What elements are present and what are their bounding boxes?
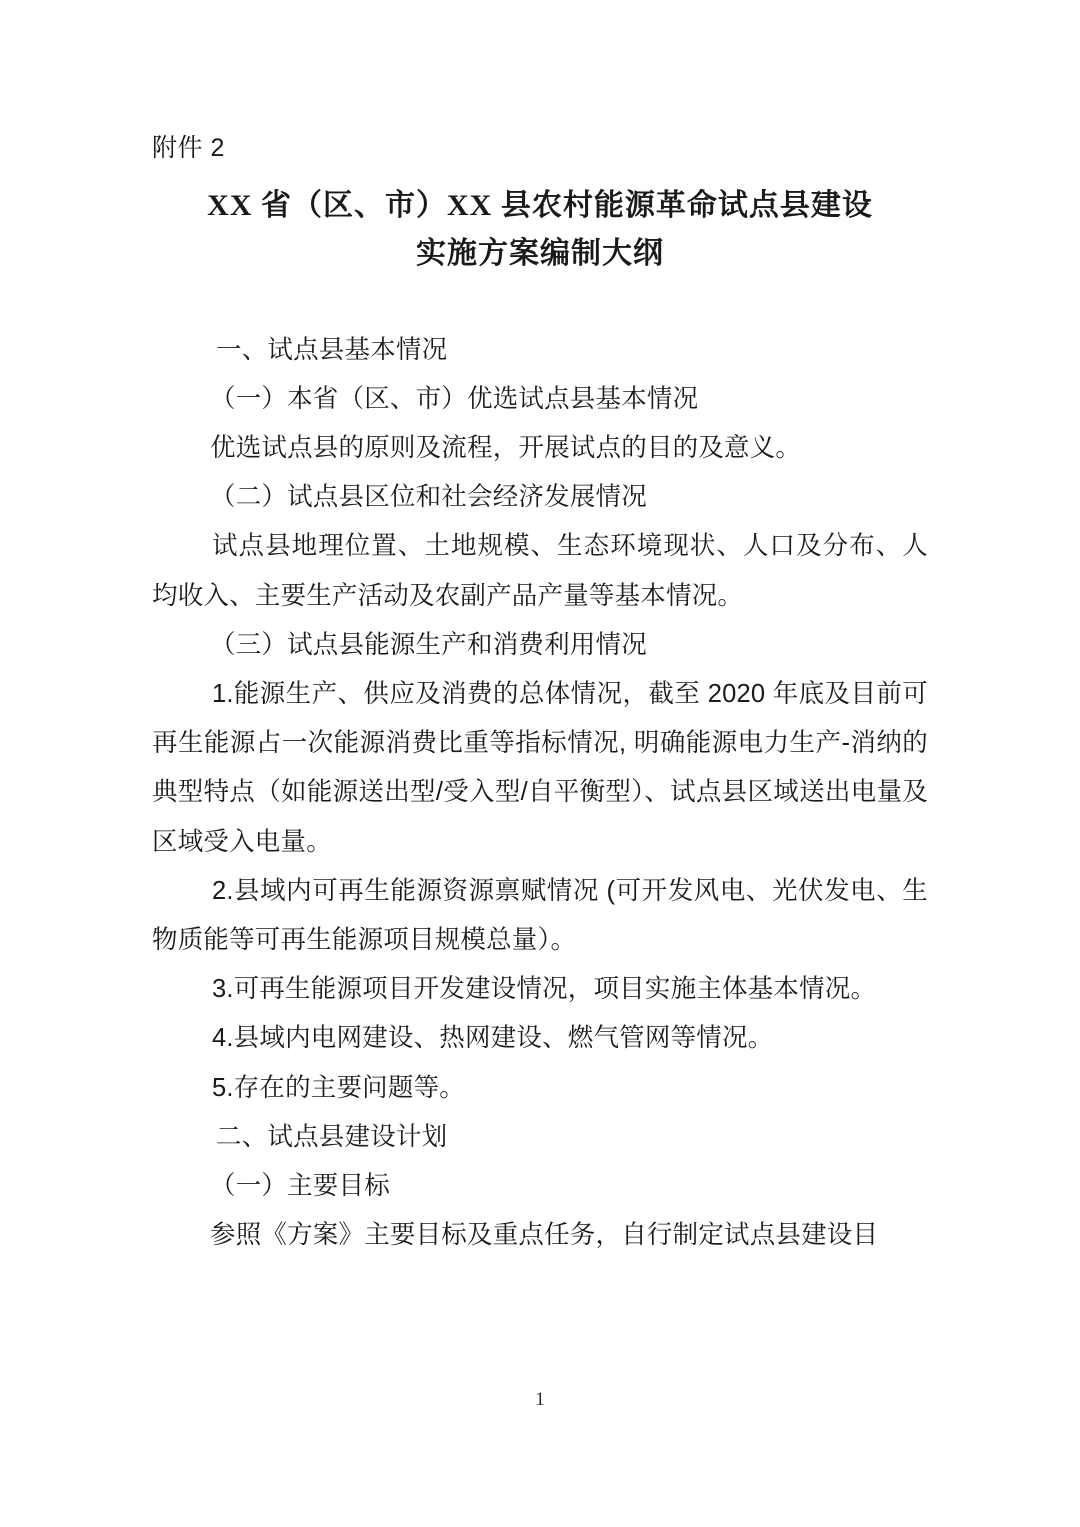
section-list-item: 2.县域内可再生能源资源禀赋情况 (可开发风电、光伏发电、生物质能等可再生能源项目规模总量）。: [152, 876, 928, 954]
section-list-item: 3.可再生能源项目开发建设情况，项目实施主体基本情况。: [212, 975, 877, 1004]
attachment-label: 附件 2: [152, 134, 225, 162]
section-paragraph: 优选试点县的原则及流程，开展试点的目的及意义。: [210, 433, 802, 462]
section-subheading: （二）试点县区位和社会经济发展情况: [210, 483, 647, 512]
page-number: 1: [535, 1389, 545, 1410]
section-list-item: 4.县域内电网建设、热网建设、燃气管网等情况。: [212, 1024, 774, 1053]
section-subheading: （一）主要目标: [210, 1171, 390, 1200]
section-list-item: 5.存在的主要问题等。: [212, 1073, 465, 1102]
section-heading: 二、试点县建设计划: [216, 1122, 448, 1151]
title-line-1: XX 省（区、市）XX 县农村能源革命试点县建设: [207, 188, 873, 222]
section-paragraph: 参照《方案》主要目标及重点任务，自行制定试点县建设目: [210, 1221, 879, 1250]
section-list-item: 1.能源生产、供应及消费的总体情况，截至 2020 年底及目前可再生能源占一次能源消费比重等指标情况, 明确能源电力生产-消纳的典型特点（如能源送出型/受入型/自平衡型）、试点县区域送出电量及区域受入电量。: [152, 679, 928, 856]
document-body: [152, 130, 928, 1260]
section-paragraph: 试点县地理位置、土地规模、生态环境现状、人口及分布、人均收入、主要生产活动及农副产品产量等基本情况。: [152, 532, 928, 610]
page-title: [152, 182, 928, 278]
section-list: [152, 326, 928, 1261]
section-subheading: （三）试点县能源生产和消费利用情况: [210, 630, 647, 659]
section-heading: 一、试点县基本情况: [216, 335, 448, 364]
title-line-2: 实施方案编制大纲: [416, 236, 664, 270]
section-subheading: （一）本省（区、市）优选试点县基本情况: [210, 384, 699, 413]
